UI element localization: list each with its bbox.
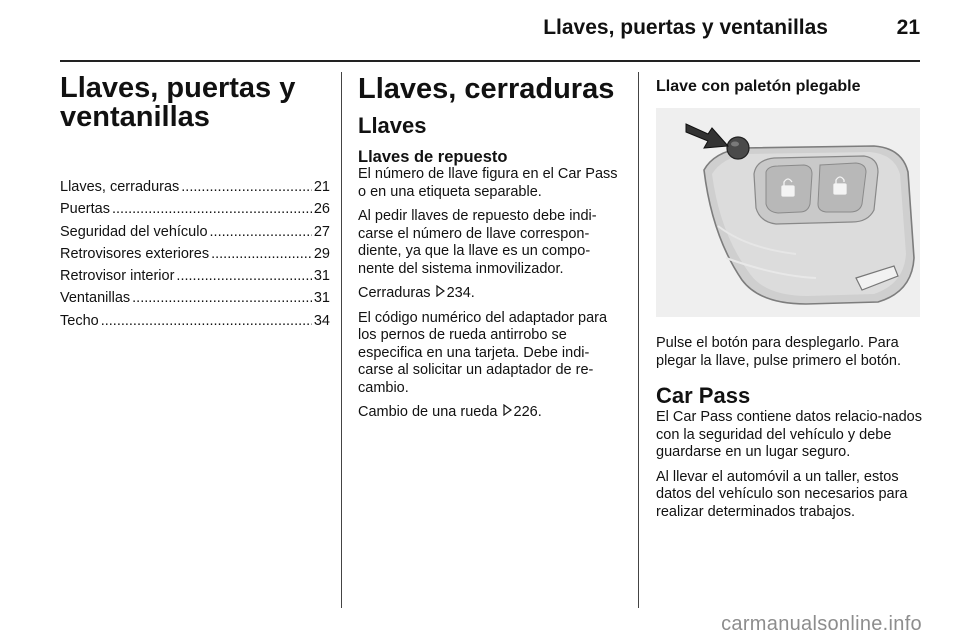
toc-leader	[101, 313, 312, 329]
toc-entry-page: 29	[313, 245, 330, 262]
paragraph: Al llevar el automóvil a un taller, estos datos del vehículo son necesarios para realizar determinados trabajos.	[656, 468, 908, 520]
toc-entry[interactable]	[60, 268, 330, 290]
key-release-button	[727, 137, 749, 159]
chapter-title-line-1: Llaves, puertas y	[60, 72, 296, 104]
toc-entry-label: Retrovisores exteriores	[60, 245, 210, 262]
page-reference-icon	[436, 285, 445, 297]
folding-key-column	[656, 78, 922, 528]
table-of-contents	[60, 179, 330, 335]
cross-reference-label: Cambio de una rueda	[358, 404, 498, 420]
toc-entry[interactable]	[60, 201, 330, 223]
cross-reference-label: Cerraduras	[358, 285, 431, 301]
subsection-title: Llaves	[358, 113, 427, 138]
running-header-title: Llaves, puertas y ventanillas	[543, 16, 828, 39]
toc-leader	[132, 290, 312, 306]
toc-entry-label: Techo	[60, 312, 99, 329]
paragraph: El código numérico del adaptador para los pernos de rueda antirrobo se especifica en una tarjeta. Debe indi-carse al solicitar un adaptador de re-cambio.	[358, 309, 608, 396]
cross-reference-locks[interactable]	[358, 285, 624, 303]
toc-leader	[211, 246, 312, 262]
toc-entry[interactable]	[60, 246, 330, 268]
watermark: carmanualsonline.info	[721, 613, 922, 635]
section-title: Llaves, cerraduras	[358, 73, 615, 105]
chapter-title	[60, 74, 330, 132]
toc-entry-page: 26	[313, 201, 330, 218]
column-divider-1	[341, 72, 342, 608]
toc-entry[interactable]	[60, 290, 330, 312]
folding-key-caption: Pulse el botón para desplegarlo. Para plegar la llave, pulse primero el botón.	[656, 335, 902, 369]
toc-entry-label: Retrovisor interior	[60, 268, 175, 285]
paragraph: El número de llave figura en el Car Pass o en una etiqueta separable.	[358, 166, 618, 200]
toc-leader	[210, 224, 312, 240]
car-pass-heading: Car Pass	[656, 383, 751, 408]
keys-locks-column	[358, 74, 624, 429]
toc-entry-page: 34	[313, 312, 330, 329]
toc-leader	[176, 268, 311, 284]
cross-reference-page: 234.	[446, 285, 475, 301]
toc-entry-page: 27	[313, 223, 330, 240]
chapter-column	[60, 74, 330, 335]
column-divider-2	[638, 72, 639, 608]
toc-entry[interactable]	[60, 224, 330, 246]
page-reference-icon	[503, 404, 512, 416]
toc-entry-page: 21	[313, 179, 330, 195]
paragraph: El Car Pass contiene datos relacio-nados con la seguridad del vehículo y debe guardarse en un lugar seguro.	[656, 409, 922, 460]
page-number: 21	[896, 16, 920, 39]
chapter-title-line-2: ventanillas	[60, 101, 210, 133]
toc-entry[interactable]	[60, 313, 330, 335]
toc-entry-page: 31	[313, 268, 330, 285]
header-rule	[60, 60, 920, 62]
toc-leader	[112, 201, 312, 217]
paragraph: Al pedir llaves de repuesto debe indi-carse el número de llave correspon-diente, ya que la llave es un compo-nente del sistema inmovilizador.	[358, 208, 597, 277]
toc-leader	[181, 179, 312, 195]
cross-reference-page: 226.	[513, 404, 542, 420]
toc-entry-label: Puertas	[60, 201, 110, 218]
key-fob-drawing	[656, 108, 920, 317]
toc-entry[interactable]	[60, 179, 330, 201]
toc-entry-page: 31	[313, 290, 330, 307]
cross-reference-wheel[interactable]	[358, 404, 624, 422]
toc-entry-label: Llaves, cerraduras	[60, 179, 180, 195]
toc-entry-label: Ventanillas	[60, 290, 131, 307]
toc-entry-label: Seguridad del vehículo	[60, 223, 208, 240]
folding-key-illustration	[656, 108, 920, 317]
spare-keys-heading: Llaves de repuesto	[358, 148, 508, 166]
folding-key-heading: Llave con paletón plegable	[656, 78, 861, 95]
